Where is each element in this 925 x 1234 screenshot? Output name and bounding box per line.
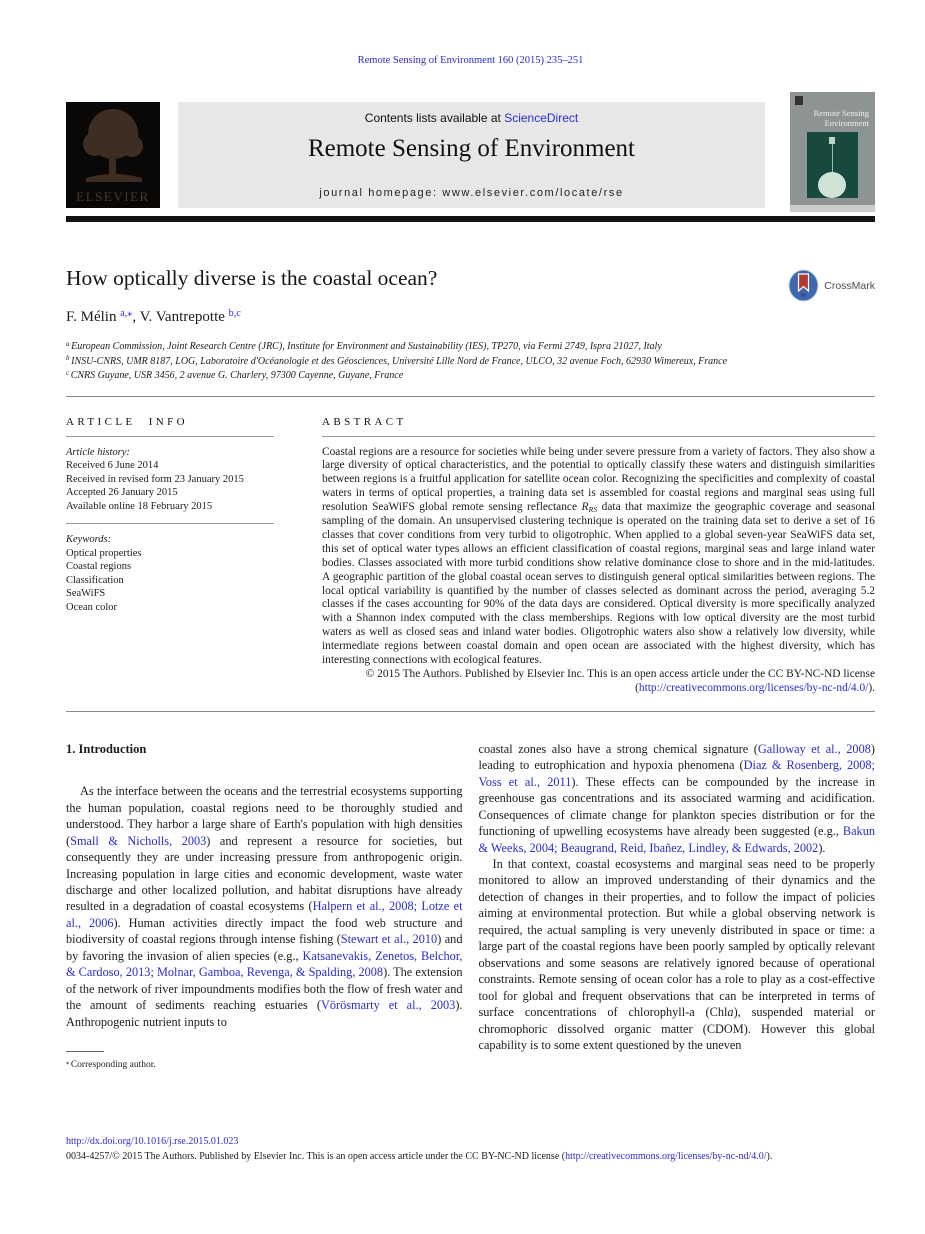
text-run: ). These effects can be compounded by the increase in greenhouse gas concentrations and its associated warming and acidification. Consequences of climate change for plankton species distribution or for the functioning of upwelling ecosystems have already been suggested (e.g., xyxy=(478,774,875,839)
cover-emblem-icon xyxy=(795,96,803,105)
article-title: How optically diverse is the coastal ocean? xyxy=(66,266,438,290)
intro-left-column xyxy=(66,741,463,1075)
issn-copyright-line xyxy=(66,1151,875,1163)
divider xyxy=(66,436,274,437)
author-affiliation-link[interactable]: a,⁎ xyxy=(120,308,133,320)
info-abstract-section xyxy=(66,416,875,696)
text-run: CNRS Guyane, USR 3456, 2 avenue G. Charlery, 97300 Cayenne, Guyane, France xyxy=(70,370,404,381)
text-run: RS xyxy=(588,505,598,515)
elsevier-logo[interactable] xyxy=(66,102,160,208)
text-run: ). The extension of the network of river impoundments modifies both the flow of fresh water and the amount of sediments reaching estuaries ( xyxy=(66,965,463,1013)
text-run: Coastal regions are a resource for societies while being under severe pressure from a variety of factors. They also show a large diversity of optical characteristics, and the potential to optically classify these waters and distinguish similarities between regions is a fruitful application for satellite ocean color. Recognizing the specificities and complexity of coastal waters in terms of optical properties, a training data set is assembled for coastal regions and marginal seas using full resolution SeaWiFS global remote sensing reflectance xyxy=(322,445,875,514)
crossmark-label: CrossMark xyxy=(824,279,875,292)
abstract-heading: ABSTRACT xyxy=(322,415,407,428)
crossmark-badge[interactable] xyxy=(788,269,875,302)
elsevier-tree-icon xyxy=(66,102,160,188)
citation-link[interactable]: Katsanevakis, Zenetos, Belchor, & Cardoso, 2013; Molnar, Gamboa, Revenga, & Spalding, 2008 xyxy=(66,948,463,980)
history-label: Article history: xyxy=(66,446,130,458)
cover-bottom-strip xyxy=(790,205,875,212)
text-run: a xyxy=(66,340,72,348)
journal-homepage-link[interactable]: journal homepage: www.elsevier.com/locate/rse xyxy=(319,187,624,199)
copyright-line: © 2015 The Authors. Published by Elsevier Inc. This is an open access article under the CC BY-NC-ND license xyxy=(365,668,875,680)
cover-title xyxy=(814,108,869,128)
history-item: Received 6 June 2014 xyxy=(66,460,159,471)
author-affiliation-link[interactable]: b,c xyxy=(228,308,241,320)
cover-title-line2: Environment xyxy=(824,118,869,128)
journal-citation-link[interactable]: Remote Sensing of Environment 160 (2015) 235–251 xyxy=(357,55,584,66)
text-run: In that context, coastal ecosystems and marginal seas need to be properly monitored to allow an improved understanding of their dynamics and the detection of changes in their properties, and to follow the impact of policies aiming at environmental protection. But while a global observing network is required, the actual sampling is very unevenly distributed in space or time: a large part of the coastal regions have been poorly sampled by optically relevant observations and some seasons are relatively ignored because of operational constraints. Remote sensing of ocean color has a role to play as a cost-effective tool for global and frequent observations that can be interpreted in terms of surface concentrations of chlorophyll-a (Chl xyxy=(478,856,875,1020)
page-footer xyxy=(66,1136,875,1163)
journal-title: Remote Sensing of Environment xyxy=(307,135,636,162)
keyword-item: Coastal regions xyxy=(66,561,132,572)
cover-art-balloon xyxy=(818,172,846,198)
abstract-text xyxy=(322,446,875,669)
doi-link[interactable]: http://dx.doi.org/10.1016/j.rse.2015.01.023 xyxy=(66,1136,239,1147)
history-item: Accepted 26 January 2015 xyxy=(66,487,178,498)
keywords-label: Keywords: xyxy=(66,534,112,545)
text-run: Contents lists available at xyxy=(364,111,505,125)
title-block xyxy=(66,266,875,291)
intro-paragraph xyxy=(66,783,463,1030)
keyword-item: Classification xyxy=(66,574,124,586)
author-line xyxy=(66,309,875,326)
text-run: ⁎ xyxy=(66,1059,71,1067)
divider xyxy=(66,711,875,712)
keyword-item: Ocean color xyxy=(66,601,118,613)
sciencedirect-link[interactable]: ScienceDirect xyxy=(504,111,579,125)
text-run: c xyxy=(66,369,71,377)
text-run: ( xyxy=(635,681,639,694)
license-line xyxy=(322,682,875,696)
masthead xyxy=(66,92,875,212)
journal-banner xyxy=(178,102,765,208)
divider xyxy=(322,436,875,437)
intro-paragraph xyxy=(479,856,876,1053)
article-info-column xyxy=(66,416,274,696)
text-run: ). xyxy=(766,1151,773,1162)
intro-right-column xyxy=(479,741,876,1075)
text-run: ) leading to eutrophication and hypoxia phenomena ( xyxy=(478,741,875,773)
affiliations xyxy=(66,340,875,384)
text-run: As the interface between the oceans and the terrestrial ecosystems supporting the human population, coastal regions need to be thoroughly studied and understood. They harbor a large share of Earth's population with high densities ( xyxy=(66,784,463,848)
license-link[interactable]: http://creativecommons.org/licenses/by-nc-nd/4.0/ xyxy=(565,1151,767,1162)
affiliation-a xyxy=(66,340,875,355)
text-run: ) and represent a resource for societies, but consequently they are under increasing pressure from anthropogenic origin. Increasing population in large cities and economic development, waste water discharge and other localized pollution, and habitat disruptions have already resulted in a degradation of coastal ecosystems ( xyxy=(66,833,463,914)
cover-title-line1: Remote Sensing xyxy=(813,108,869,118)
text-run: , V. Vantrepotte xyxy=(132,309,229,325)
text-run: a xyxy=(727,1005,734,1020)
text-run: ). xyxy=(818,840,826,855)
text-run: ). xyxy=(868,681,875,694)
corresponding-author-footnote xyxy=(66,1057,463,1074)
article-info-heading: ARTICLE INFO xyxy=(66,415,188,428)
text-run: ). Human activities directly impact the food web structure and biodiversity of coastal regions through intense fishing ( xyxy=(66,915,463,947)
citation-link[interactable]: Galloway et al., 2008 xyxy=(757,741,871,756)
text-run: INSU-CNRS, UMR 8187, LOG, Laboratoire d'Océanologie et des Géosciences, Université Lille Nord de France, ULCO, 32 avenue Foch, 62930 Wimereux, France xyxy=(71,355,728,367)
footnote-block xyxy=(66,1051,463,1074)
cover-artwork xyxy=(807,132,858,198)
contents-available-line xyxy=(178,111,765,125)
text-run: data that maximize the geographic coverage and seasonal sampling of the domain. An unsupervised clustering technique is operated on the training data set to derive a set of 16 classes that cover conditions from very turbid to oligotrophic. When applied to a global seven-year SeaWiFS data set, this set of optical water types allows an efficient classification of coastal regions, marginal seas and large inland water bodies. Classes associated with more turbid conditions show relative dominance close to shore and in the mid-latitudes. A geographic partition of the global coastal ocean serves to distinguish general optical similarities between regions. The local optical variability is quantified by the number of classes selected as dominant across the period, averaging 5.2 classes if the cases accounting for 90% of the data days are considered. Optical diversity is more specifically analyzed with a Shannon index computed with the class memberships. Regions with low optical diversity are the most turbid waters as well as closed seas and inland water bodies. Oligotrophic waters also show a relatively low diversity, while intermediate regions between coastal domain and open ocean are associated with the highest diversity, which has interesting connections with ecological features. xyxy=(322,501,875,667)
citation-link[interactable]: Vörösmarty et al., 2003 xyxy=(320,998,456,1013)
citation-link[interactable]: Stewart et al., 2010 xyxy=(340,932,438,947)
crossmark-icon xyxy=(788,269,819,302)
text-run: ) and by favoring the invasion of alien species (e.g., xyxy=(66,932,463,963)
masthead-divider-bar xyxy=(66,216,875,222)
text-run: R xyxy=(581,501,589,514)
abstract-column xyxy=(322,416,875,696)
text-run: 0034-4257/© 2015 The Authors. Published by Elsevier Inc. This is an open access article under the CC BY-NC-ND license ( xyxy=(66,1151,566,1162)
keyword-item: SeaWiFS xyxy=(66,588,106,599)
footnote-divider xyxy=(66,1051,104,1052)
citation-link[interactable]: Bakun & Weeks, 2004; Beaugrand, Reid, Ibañez, Lindley, & Edwards, 2002 xyxy=(478,824,875,855)
text-run: European Commission, Joint Research Centre (JRC), Institute for Environment and Sustainability (IES), TP270, via Fermi 2749, Ispra 21027, Italy xyxy=(71,341,662,352)
text-run: ), suspended material or chromophoric dissolved organic matter (CDOM). However this global capability is to some extent questioned by the uneven xyxy=(478,1005,875,1052)
citation-link[interactable]: Small & Nicholls, 2003 xyxy=(70,833,207,848)
text-run: b xyxy=(66,355,72,363)
journal-cover[interactable] xyxy=(790,92,875,212)
citation-link[interactable]: Halpern et al., 2008; Lotze et al., 2006 xyxy=(66,899,463,930)
text-run: Corresponding author. xyxy=(70,1060,156,1071)
citation-link[interactable]: Diaz & Rosenberg, 2008; Voss et al., 2011 xyxy=(478,758,875,789)
divider xyxy=(66,523,274,524)
text-run: coastal zones also have a strong chemical signature ( xyxy=(478,741,758,756)
introduction-section xyxy=(66,741,875,1075)
affiliation-b xyxy=(66,355,875,370)
divider xyxy=(66,396,875,397)
history-item: Received in revised form 23 January 2015 xyxy=(66,473,244,485)
text-run: F. Mélin xyxy=(66,309,121,325)
section-heading-introduction: 1. Introduction xyxy=(66,741,147,756)
cover-art-square xyxy=(829,137,835,144)
elsevier-wordmark: ELSEVIER xyxy=(76,189,150,204)
keyword-item: Optical properties xyxy=(66,547,142,559)
license-link[interactable]: http://creativecommons.org/licenses/by-nc-nd/4.0/ xyxy=(638,681,869,694)
history-item: Available online 18 February 2015 xyxy=(66,500,213,512)
affiliation-c xyxy=(66,369,875,384)
intro-paragraph xyxy=(479,741,876,856)
text-run: ). Anthropogenic nutrient inputs to xyxy=(66,998,463,1029)
